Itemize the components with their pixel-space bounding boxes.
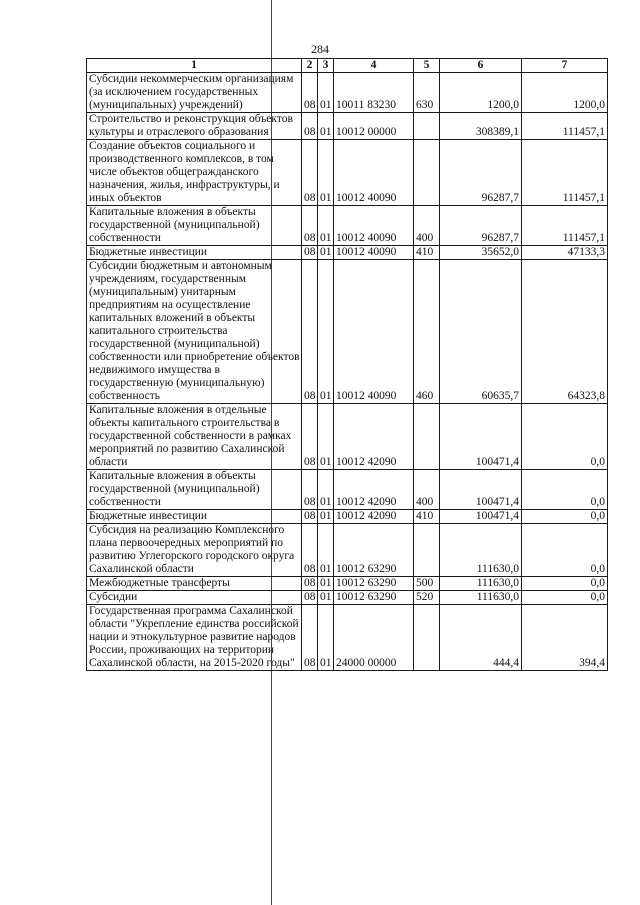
row-section: 08 — [302, 73, 318, 113]
row-expense-type — [414, 524, 440, 577]
row-name: Бюджетные инвестиции — [87, 246, 302, 260]
row-amount-col7: 111457,1 — [522, 206, 608, 246]
row-section: 08 — [302, 113, 318, 140]
table-header-row — [87, 59, 608, 73]
row-subsection: 01 — [318, 524, 334, 577]
row-section: 08 — [302, 246, 318, 260]
row-amount-col6: 96287,7 — [440, 140, 522, 206]
row-subsection: 01 — [318, 404, 334, 470]
row-amount-col6: 100471,4 — [440, 470, 522, 510]
column-header: 3 — [318, 59, 334, 73]
row-name: Капитальные вложения в объекты государственной (муниципальной) собственности — [87, 206, 302, 246]
row-name: Бюджетные инвестиции — [87, 510, 302, 524]
row-target-code: 24000 00000 — [334, 605, 414, 671]
budget-table — [86, 58, 608, 671]
row-expense-type: 460 — [414, 260, 440, 404]
row-expense-type: 400 — [414, 470, 440, 510]
row-amount-col6: 111630,0 — [440, 524, 522, 577]
row-name: Капитальные вложения в объекты государственной (муниципальной) собственности — [87, 470, 302, 510]
row-expense-type — [414, 605, 440, 671]
table-row — [87, 577, 608, 591]
row-target-code: 10012 40090 — [334, 206, 414, 246]
row-amount-col6: 111630,0 — [440, 591, 522, 605]
row-target-code: 10011 83230 — [334, 73, 414, 113]
row-target-code: 10012 63290 — [334, 524, 414, 577]
row-expense-type — [414, 140, 440, 206]
row-amount-col7: 0,0 — [522, 577, 608, 591]
row-amount-col7: 0,0 — [522, 404, 608, 470]
table-row — [87, 404, 608, 470]
row-amount-col7: 1200,0 — [522, 73, 608, 113]
row-subsection: 01 — [318, 470, 334, 510]
row-subsection: 01 — [318, 605, 334, 671]
row-target-code: 10012 63290 — [334, 591, 414, 605]
row-name: Субсидии некоммерческим организациям (за исключением государственных (муниципальных) учреждений) — [87, 73, 302, 113]
row-amount-col6: 308389,1 — [440, 113, 522, 140]
row-amount-col6: 35652,0 — [440, 246, 522, 260]
row-amount-col6: 444,4 — [440, 605, 522, 671]
row-target-code: 10012 42090 — [334, 404, 414, 470]
row-target-code: 10012 63290 — [334, 577, 414, 591]
row-expense-type: 630 — [414, 73, 440, 113]
row-section: 08 — [302, 140, 318, 206]
row-subsection: 01 — [318, 577, 334, 591]
row-name: Субсидии — [87, 591, 302, 605]
row-section: 08 — [302, 206, 318, 246]
row-target-code: 10012 00000 — [334, 113, 414, 140]
table-row — [87, 113, 608, 140]
row-subsection: 01 — [318, 260, 334, 404]
row-name: Субсидия на реализацию Комплексного плана первоочередных мероприятий по развитию Углегорского городского округа Сахалинской области — [87, 524, 302, 577]
row-amount-col7: 0,0 — [522, 510, 608, 524]
row-subsection: 01 — [318, 206, 334, 246]
table-row — [87, 260, 608, 404]
row-amount-col6: 111630,0 — [440, 577, 522, 591]
column-header: 7 — [522, 59, 608, 73]
row-expense-type: 500 — [414, 577, 440, 591]
row-section: 08 — [302, 470, 318, 510]
column-header: 1 — [87, 59, 302, 73]
table-row — [87, 73, 608, 113]
row-amount-col7: 0,0 — [522, 591, 608, 605]
row-name: Межбюджетные трансферты — [87, 577, 302, 591]
row-section: 08 — [302, 605, 318, 671]
row-name: Капитальные вложения в отдельные объекты капитального строительства в государственной собственности в рамках мероприятий по развитию Сахалинской области — [87, 404, 302, 470]
row-amount-col7: 394,4 — [522, 605, 608, 671]
row-expense-type: 400 — [414, 206, 440, 246]
row-amount-col7: 0,0 — [522, 524, 608, 577]
table-row — [87, 591, 608, 605]
row-subsection: 01 — [318, 591, 334, 605]
row-amount-col6: 100471,4 — [440, 404, 522, 470]
row-subsection: 01 — [318, 113, 334, 140]
table-row — [87, 470, 608, 510]
column-header: 6 — [440, 59, 522, 73]
column-header: 2 — [302, 59, 318, 73]
column-header: 5 — [414, 59, 440, 73]
table-row — [87, 140, 608, 206]
row-section: 08 — [302, 577, 318, 591]
page-number: 284 — [311, 42, 329, 56]
row-expense-type — [414, 113, 440, 140]
row-amount-col7: 111457,1 — [522, 113, 608, 140]
row-amount-col6: 60635,7 — [440, 260, 522, 404]
column-header: 4 — [334, 59, 414, 73]
row-name: Субсидии бюджетным и автономным учреждениям, государственным (муниципальным) унитарным предприятиям на осуществление капитальных вложений в объекты капитального строительства государственной (муниципальной) собственности или приобретение объектов недвижимого имущества в государственную (муниципальную) собственность — [87, 260, 302, 404]
row-section: 08 — [302, 260, 318, 404]
row-target-code: 10012 40090 — [334, 246, 414, 260]
row-amount-col7: 47133,3 — [522, 246, 608, 260]
row-name: Создание объектов социального и производственного комплексов, в том числе объектов общегражданского назначения, жилья, инфраструктуры, и иных объектов — [87, 140, 302, 206]
row-section: 08 — [302, 591, 318, 605]
row-subsection: 01 — [318, 140, 334, 206]
row-target-code: 10012 40090 — [334, 140, 414, 206]
row-target-code: 10012 42090 — [334, 510, 414, 524]
row-amount-col6: 96287,7 — [440, 206, 522, 246]
row-subsection: 01 — [318, 510, 334, 524]
row-subsection: 01 — [318, 246, 334, 260]
table-row — [87, 605, 608, 671]
row-amount-col7: 0,0 — [522, 470, 608, 510]
row-name: Государственная программа Сахалинской области "Укрепление единства российской нации и этнокультурное развитие народов России, проживающих на территории Сахалинской области, на 2015-2020 годы" — [87, 605, 302, 671]
table-row — [87, 510, 608, 524]
row-subsection: 01 — [318, 73, 334, 113]
row-amount-col6: 1200,0 — [440, 73, 522, 113]
row-expense-type: 520 — [414, 591, 440, 605]
row-expense-type — [414, 404, 440, 470]
row-section: 08 — [302, 510, 318, 524]
table-row — [87, 246, 608, 260]
row-amount-col6: 100471,4 — [440, 510, 522, 524]
table-row — [87, 206, 608, 246]
row-expense-type: 410 — [414, 246, 440, 260]
row-amount-col7: 64323,8 — [522, 260, 608, 404]
row-expense-type: 410 — [414, 510, 440, 524]
row-target-code: 10012 40090 — [334, 260, 414, 404]
row-name: Строительство и реконструкция объектов культуры и отраслевого образования — [87, 113, 302, 140]
row-section: 08 — [302, 404, 318, 470]
row-section: 08 — [302, 524, 318, 577]
table-row — [87, 524, 608, 577]
row-target-code: 10012 42090 — [334, 470, 414, 510]
row-amount-col7: 111457,1 — [522, 140, 608, 206]
